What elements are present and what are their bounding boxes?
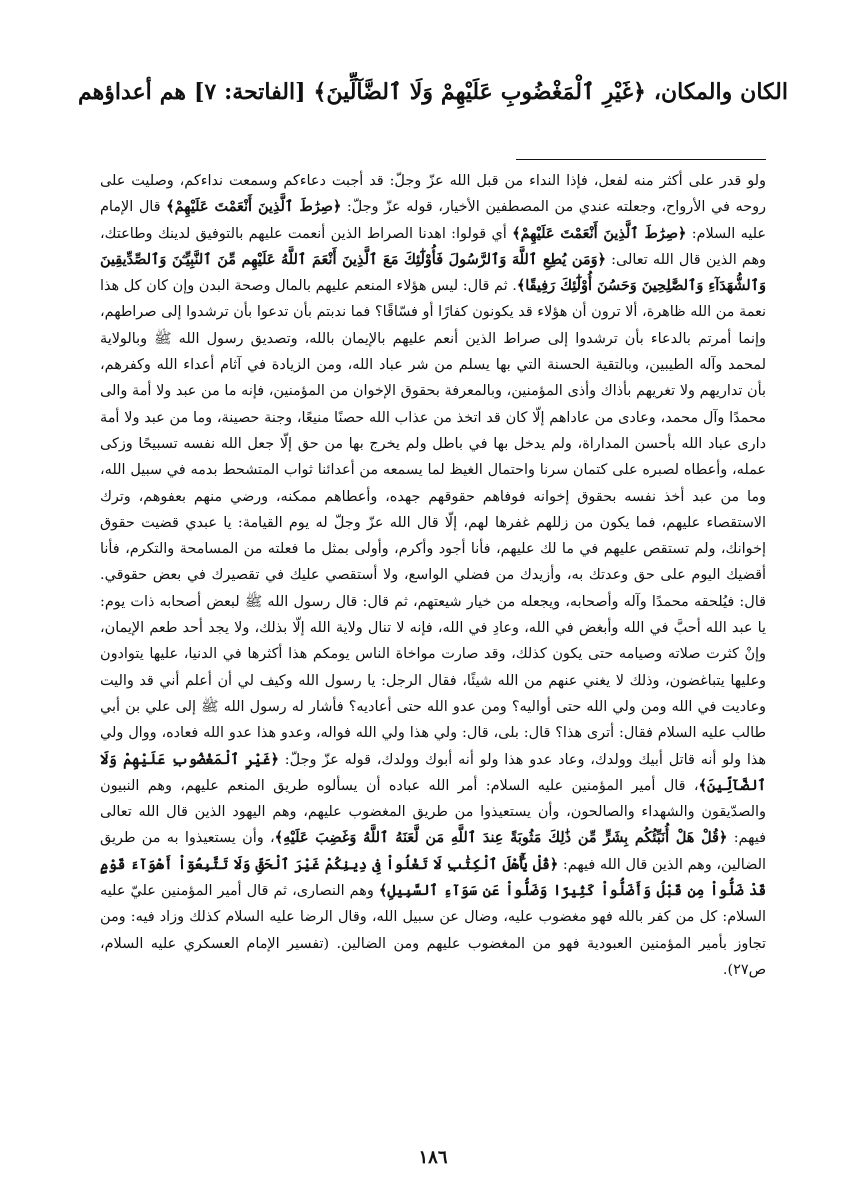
body-text-segment: ولو قدر على أكثر منه لفعل، فإذا النداء من قبل الله عزّ وجلّ: قد أجبت دعاءكم وسمعت نداءكم، وصليت على روحه في الأرواح، وجعلته عندي من المصطفين الأخيار، قوله عزّ وجلّ: — [100, 173, 767, 216]
footnote-separator-line — [516, 159, 766, 160]
quran-verse: ﴿وَمَن يُطِعِ ٱللَّهَ وَٱلرَّسُولَ فَأُوْلَٰٓئِكَ مَعَ ٱلَّذِينَ أَنْعَمَ ٱللَّهُ عَلَيْهِم مِّنَ ٱلنَّبِيِّـۧنَ وَٱلصِّدِّيقِينَ وَٱلشُّهَدَآءِ وَٱلصَّٰلِحِينَ وَحَسُنَ أُوْلَٰٓئِكَ رَفِيقًا﴾ — [100, 250, 766, 295]
quran-verse: ﴿صِرَٰطَ ٱلَّذِينَ أَنْعَمْتَ عَلَيْهِمْ﴾ — [512, 224, 687, 242]
quran-verse: ﴿قُلْ يَٰٓأَهْلَ ٱلْكِتَٰبِ لَا تَغْلُواْ فِى دِينِكُمْ غَيْرَ ٱلْحَقِّ وَلَا تَتَّبِعُوٓاْ أَهْوَآءَ قَوْمٍ قَدْ ضَلُّواْ مِن قَبْلُ وَأَضَلُّواْ كَثِيرًا وَضَلُّواْ عَن سَوَآءِ ٱلسَّبِيلِ﴾ — [100, 855, 767, 900]
body-text-segment: ، قال أمير المؤمنين عليه السلام: أمر الله عباده أن يسألوه طريق المنعم عليهم، وهم النبيون والصدّيقون والشهداء والصالحون، وأن يستعيذوا من طريق المغضوب عليهم، وهم اليهود الذين قال الله تعالى فيهم: — [100, 777, 766, 847]
page-number: ١٨٦ — [418, 1147, 448, 1168]
body-text-segment: وهم النصارى، ثم قال أمير المؤمنين عليّ عليه السلام: كل من كفر بالله فهو مغضوب عليه، وضال عن سبيل الله، وقال الرضا عليه السلام كذلك وزاد فيه: ومن تجاوز بأمير المؤمنين العبودية فهو من المغضوب عليهم ومن الضالين. (تفسير الإمام العسكري عليه السلام، ص٢٧). — [100, 883, 766, 978]
header-text-end: [الفاتحة: ٧] هم أعداؤهم — [78, 79, 314, 105]
quran-verse: ﴿غَيْرِ ٱلْمَغْضُوبِ عَلَيْهِمْ وَلَا ٱلضَّآلِّينَ﴾ — [100, 750, 766, 794]
running-header — [78, 72, 788, 112]
body-text-segment: قال الإمام عليه السلام: — [100, 199, 767, 242]
quran-verse: ﴿صِرَٰطَ ٱلَّذِينَ أَنْعَمْتَ عَلَيْهِمْ﴾ — [166, 198, 342, 216]
header-quran-verse: ﴿غَيْرِ ٱلْمَغْضُوبِ عَلَيْهِمْ وَلَا ٱلضَّآلِّينَ﴾ — [313, 79, 646, 105]
body-text-segment: أي قولوا: اهدنا الصراط الذين أنعمت عليهم بالتوفيق لدينك وطاعتك، وهم الذين قال الله تعالى: — [100, 225, 767, 268]
footnote-body — [100, 168, 766, 983]
header-text-start: الكان والمكان، — [645, 79, 788, 105]
body-text-segment: ، وأن يستعيذوا به من طريق الضالين، وهم الذين قال الله فيهم: — [100, 830, 766, 873]
body-text-segment: . ثم قال: ليس هؤلاء المنعم عليهم بالمال وصحة البدن وإن كان كل هذا نعمة من الله ظاهرة، ألا ترون أن هؤلاء قد يكونون كفارًا أو فسّاقًا؟ فما ندبتم بأن تدعوا بأن ترشدوا إلى صراطهم، وإنما أمرتم بالدعاء بأن ترشدوا إلى صراط الذين أنعم عليهم بالإيمان بالله، وتصديق رسول الله ﷺ وبالولاية لمحمد وآله الطيبين، وبالتقية الحسنة التي بها يسلم من شر عباد الله، ومن الزيادة في آثام أعداء الله وكفرهم، بأن تداريهم ولا تغريهم بأذاك وأذى المؤمنين، وبالمعرفة بحقوق الإخوان من المؤمنين، فإنه ما من عبد ولا أمة والى محمدًا وآل محمد، وعادى من عاداهم إلّا كان قد اتخذ من عذاب الله حصنًا منيعًا، وجنة حصينة، وما من عبد ولا أمة دارى عباد الله بأحسن المداراة، ولم يدخل بها في باطل ولم يخرج بها من حق إلّا جعل الله نفسه تسبيحًا وزكى عمله، وأعطاه لصبره على كتمان سرنا واحتمال الغيظ لما يسمعه من أعدائنا ثواب المتشحط بدمه في سبيل الله، وما من عبد أخذ نفسه بحقوق إخوانه فوفاهم حقوقهم جهده، وأعطاهم ممكنه، ورضي منهم بعفوهم، وترك الاستقصاء عليهم، فما يكون من زللهم غفرها لهم، إلّا قال الله عزّ وجلّ له يوم القيامة: يا عبدي قضيت حقوق إخوانك، ولم تستقص عليهم في ما لك عليهم، فأنا أجود وأكرم، وأولى بمثل ما فعلته من المسامحة والتكرم، فأنا أقضيك اليوم على حق وعدتك به، وأزيدك من فضلي الواسع، ولا أستقصي عليك في تقصيرك في بعض حقوقي. قال: فيُلحقه محمدًا وآله وأصحابه، ويجعله من خيار شيعتهم، ثم قال: قال رسول الله ﷺ لبعض أصحابه ذات يوم: يا عبد الله أحبَّ في الله وأبغض في الله، وعادِ في الله، فإنه لا تنال ولاية الله إلّا بذلك، ولا يجد أحد طعم الإيمان، وإنْ كثرت صلاته وصيامه حتى يكون كذلك، وقد صارت مواخاة الناس يومكم هذا أكثرها في الدنيا، عليها يتوادون وعليها يتباغضون، وذلك لا يغني عنهم من الله شيئًا، فقال الرجل: يا رسول الله وكيف لي أن أعلم أني قد واليت وعاديت في الله ومن ولي الله حتى أواليه؟ ومن عدو الله حتى أعاديه؟ فأشار له رسول الله ﷺ إلى علي بن أبي طالب عليه السلام فقال: أترى هذا؟ قال: بلى، قال: ولي هذا ولي الله فواله، وعدو هذا عدو الله فعاده، ووال ولي هذا ولو أنه قاتل أبيك وولدك، وعاد عدو هذا ولو أنه أبوك وولدك، قوله عزّ وجلّ: — [100, 278, 766, 768]
quran-verse: ﴿قُلْ هَلْ أُنَبِّئُكُم بِشَرٍّ مِّن ذَٰلِكَ مَثُوبَةً عِندَ ٱللَّهِ مَن لَّعَنَهُ ٱللَّهُ وَغَضِبَ عَلَيْهِ﴾ — [274, 829, 728, 847]
